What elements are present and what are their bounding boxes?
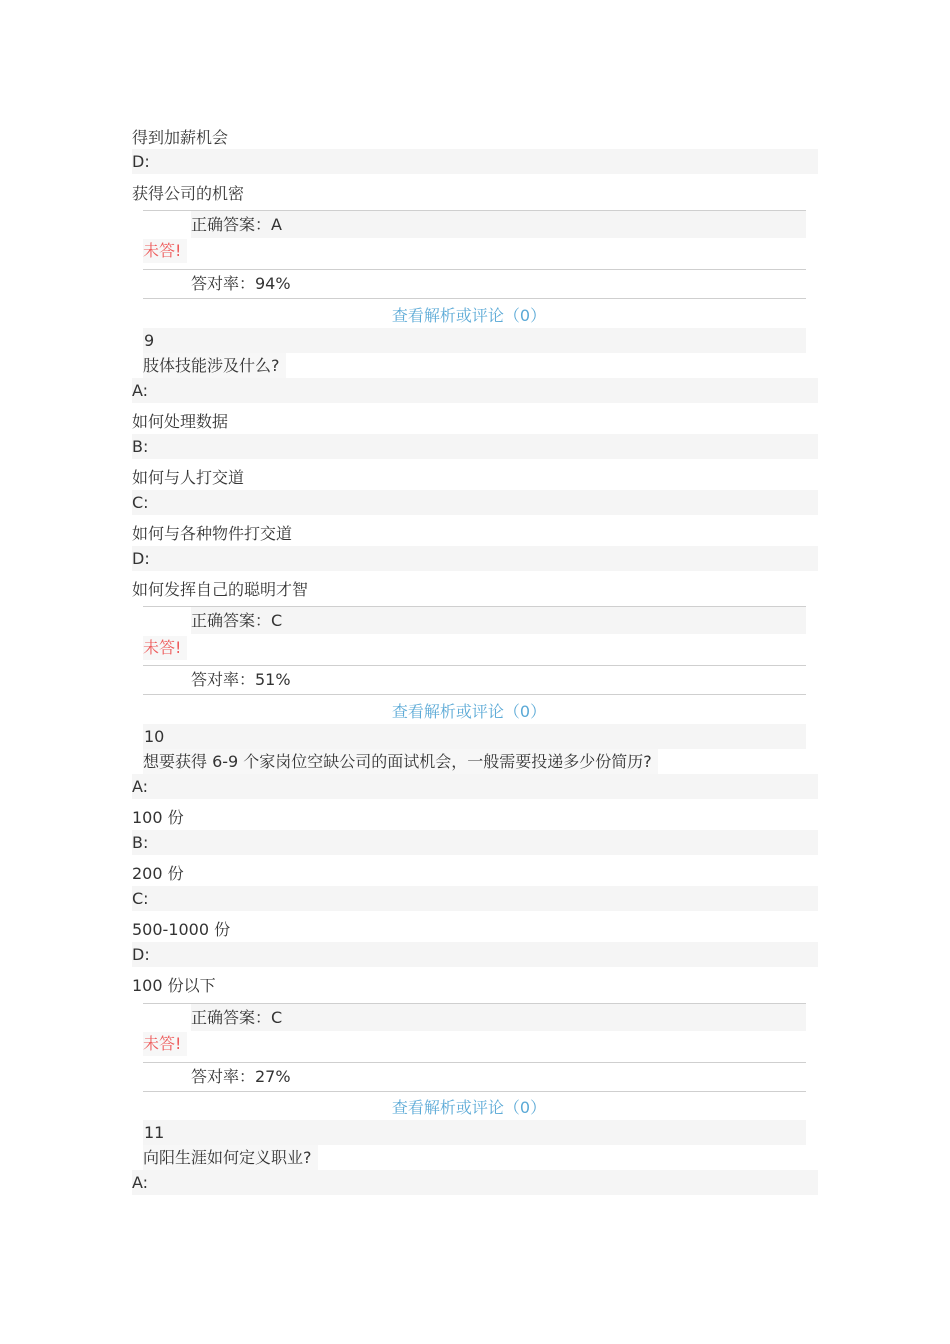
correct-answer: 正确答案：C [191,607,806,634]
question-text: 肢体技能涉及什么? [143,353,286,378]
option-label: C: [132,493,149,512]
option-text[interactable]: 100 份 [132,808,184,827]
option-text[interactable]: 如何与人打交道 [132,468,245,487]
status-badge: 未答! [143,636,187,660]
correct-answer: 正确答案：C [191,1004,806,1031]
option-label: D: [132,152,150,171]
option-text[interactable]: 如何与各种物件打交道 [132,524,293,543]
status-badge: 未答! [143,1032,187,1056]
option-text[interactable]: 如何发挥自己的聪明才智 [132,580,309,599]
option-text: 获得公司的机密 [132,184,245,203]
option-text[interactable]: 500-1000 份 [132,920,231,939]
correct-rate: 答对率：94% [191,274,291,293]
question-text: 想要获得 6-9 个家岗位空缺公司的面试机会，一般需要投递多少份简历? [143,749,658,774]
option-label: D: [132,945,150,964]
correct-answer-box [143,210,806,239]
option-label: A: [132,1173,149,1192]
status-badge: 未答! [143,239,187,263]
question-number-band [143,724,806,749]
question-number: 10 [144,727,165,746]
option-label: A: [132,777,149,796]
option-text[interactable]: 如何处理数据 [132,412,229,431]
correct-answer-box [143,1003,806,1032]
correct-answer-box [143,606,806,635]
question-text: 向阳生涯如何定义职业? [143,1145,318,1170]
option-text: 得到加薪机会 [132,128,229,147]
question-number-band [143,1120,806,1145]
view-analysis-link[interactable]: 查看解析或评论（0） [391,306,547,325]
view-analysis-link[interactable]: 查看解析或评论（0） [391,1098,547,1117]
view-analysis-link[interactable]: 查看解析或评论（0） [391,702,547,721]
option-label: D: [132,549,150,568]
option-label: B: [132,437,149,456]
correct-rate-box [143,269,806,299]
option-label: C: [132,889,149,908]
correct-rate-box [143,1062,806,1092]
question-number: 11 [144,1123,165,1142]
option-text[interactable]: 100 份以下 [132,976,216,995]
option-label: A: [132,381,149,400]
correct-rate: 答对率：51% [191,670,291,689]
question-number-band [143,328,806,353]
option-text[interactable]: 200 份 [132,864,184,883]
correct-rate: 答对率：27% [191,1067,291,1086]
correct-answer: 正确答案：A [191,211,806,238]
correct-rate-box [143,665,806,695]
question-number: 9 [144,331,155,350]
option-label: B: [132,833,149,852]
